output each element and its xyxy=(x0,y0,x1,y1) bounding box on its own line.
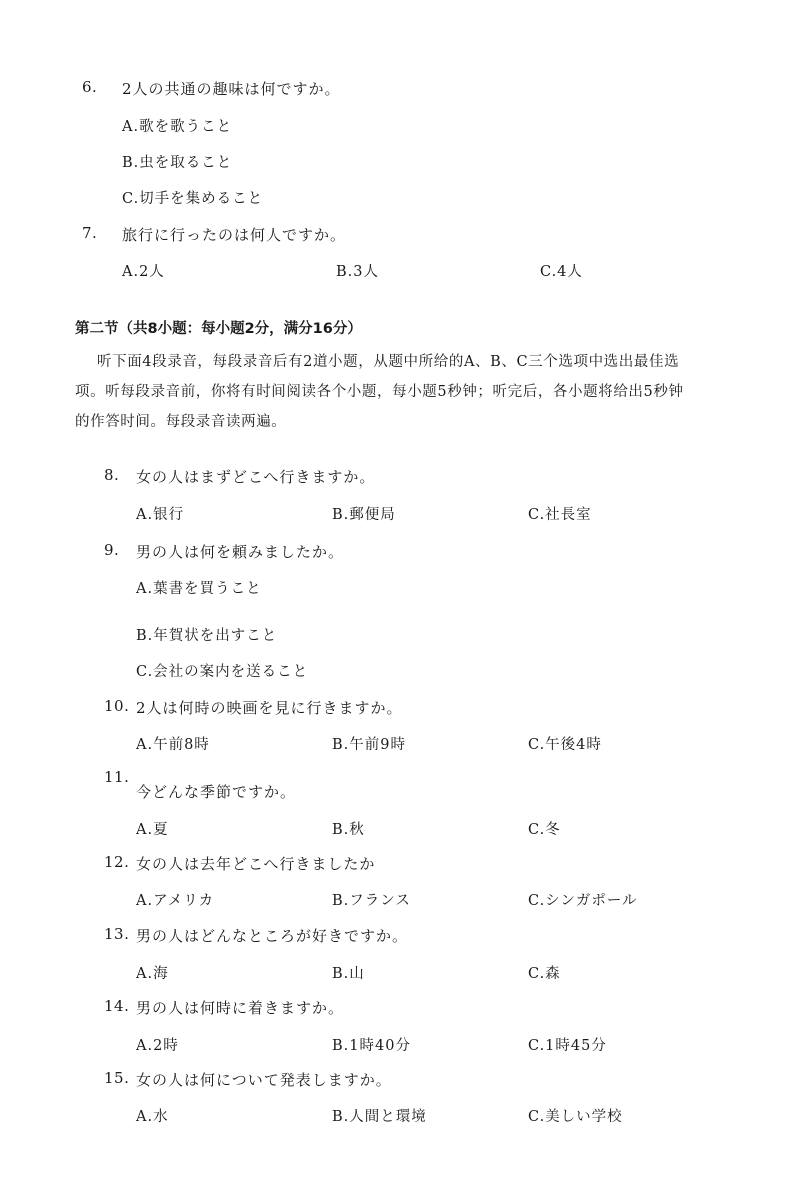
instruction-line-2: 项。听每段录音前，你将有时间阅读各个小题，每小题5秒钟；听完后，各小题将给出5秒钟 xyxy=(75,384,684,400)
option-a: A.アメリカ xyxy=(136,893,215,909)
question-number: 11. xyxy=(104,768,130,786)
option-b: B.郵便局 xyxy=(332,507,396,523)
question-number: 15. xyxy=(104,1069,130,1087)
option-a: A.歌を歌うこと xyxy=(122,119,233,135)
option-a: A.水 xyxy=(136,1109,169,1125)
question-text: 男の人は何時に着きますか。 xyxy=(136,999,345,1017)
question-text: 2人は何時の映画を見に行きますか。 xyxy=(136,699,403,717)
question-number: 7. xyxy=(82,224,98,242)
option-b: B.年賀状を出すこと xyxy=(136,628,278,644)
option-a: A.银行 xyxy=(136,507,185,523)
question-number: 14. xyxy=(104,997,130,1015)
question-number: 13. xyxy=(104,925,130,943)
option-c: C.森 xyxy=(528,966,561,982)
option-b: B.3人 xyxy=(336,264,379,280)
option-a: A.午前8時 xyxy=(136,737,210,753)
question-text: 2人の共通の趣味は何ですか。 xyxy=(122,80,341,98)
question-number: 10. xyxy=(104,697,130,715)
question-number: 12. xyxy=(104,853,130,871)
option-c: C.社長室 xyxy=(528,507,592,523)
option-a: A.海 xyxy=(136,966,169,982)
option-a: A.2人 xyxy=(122,264,165,280)
instruction-line-3: 的作答时间。每段录音读两遍。 xyxy=(75,414,287,430)
question-text: 女の人はまずどこへ行きますか。 xyxy=(136,468,376,486)
question-text: 男の人は何を頼みましたか。 xyxy=(136,543,345,561)
option-c: C.午後4時 xyxy=(528,737,602,753)
option-b: B.虫を取ること xyxy=(122,155,233,171)
question-number: 9. xyxy=(104,541,120,559)
option-c: C.冬 xyxy=(528,822,561,838)
option-c: C.美しい学校 xyxy=(528,1109,623,1125)
option-a: A.夏 xyxy=(136,822,169,838)
option-a: A.葉書を買うこと xyxy=(136,581,262,597)
question-number: 8. xyxy=(104,466,120,484)
option-c: C.シンガポール xyxy=(528,893,638,909)
question-text: 女の人は去年どこへ行きましたか xyxy=(136,855,376,873)
option-b: B.午前9時 xyxy=(332,737,406,753)
option-c: C.4人 xyxy=(540,264,583,280)
instruction-line-1: 听下面4段录音，每段录音后有2道小题，从题中所给的A、B、C三个选项中选出最佳选 xyxy=(97,354,680,370)
section-title: 第二节（共8小题：每小题2分，满分16分） xyxy=(75,321,362,337)
question-text: 旅行に行ったのは何人ですか。 xyxy=(122,226,347,244)
option-b: B.秋 xyxy=(332,822,365,838)
option-c: C.1時45分 xyxy=(528,1038,607,1054)
question-number: 6. xyxy=(82,78,98,96)
question-text: 女の人は何について発表しますか。 xyxy=(136,1071,392,1089)
option-c: C.会社の案内を送ること xyxy=(136,664,309,680)
option-b: B.山 xyxy=(332,966,365,982)
option-b: B.フランス xyxy=(332,893,411,909)
option-a: A.2時 xyxy=(136,1038,179,1054)
option-b: B.1時40分 xyxy=(332,1038,411,1054)
question-text: 男の人はどんなところが好きですか。 xyxy=(136,927,409,945)
question-text: 今どんな季節ですか。 xyxy=(136,783,297,801)
option-c: C.切手を集めること xyxy=(122,191,264,207)
option-b: B.人間と環境 xyxy=(332,1109,427,1125)
